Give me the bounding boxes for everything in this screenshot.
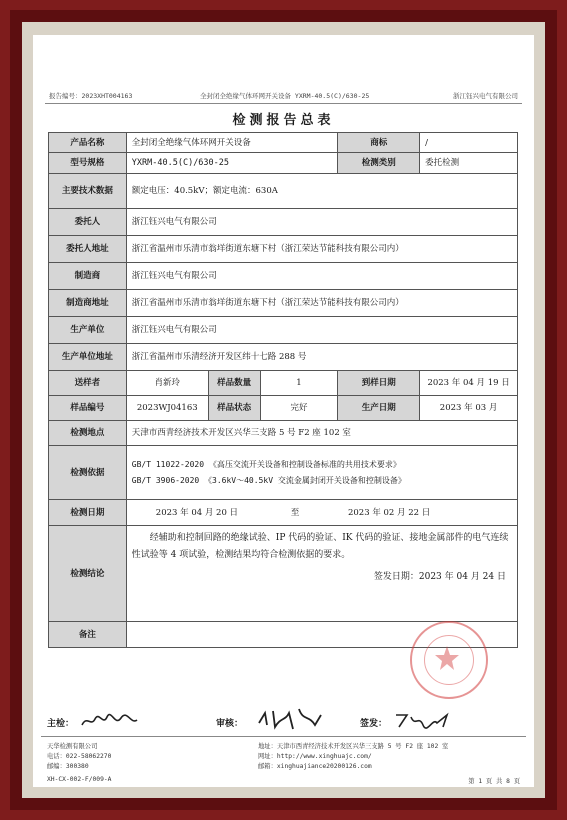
footer-form-number: XH-CX-002-F/009-A (47, 776, 112, 783)
table-row (49, 263, 518, 290)
cell-label: 检测日期 (49, 500, 127, 526)
test-location: 天津市西青经济技术开发区兴华三支路 5 号 F2 座 102 室 (126, 421, 517, 446)
date-to-word: 至 (290, 507, 300, 518)
cell-label: 商标 (338, 133, 420, 153)
cell-label: 检测结论 (49, 526, 127, 622)
sample-quantity: 1 (260, 371, 338, 396)
cell-label: 制造商地址 (49, 290, 127, 317)
footer-postcode: 邮编：300380 (47, 763, 89, 770)
cell-label: 检测类别 (338, 153, 420, 174)
header-product: 全封闭全绝缘气体环网开关设备 YXRM-40.5(C)/630-25 (200, 92, 370, 100)
cell-label: 备注 (49, 622, 127, 648)
report-number: 报告编号：2023XHT004163 (49, 92, 133, 100)
cell-label: 制造商 (49, 263, 127, 290)
table-row (49, 526, 518, 622)
test-type: 委托检测 (420, 153, 518, 174)
table-row (49, 153, 518, 174)
cell-label: 样品状态 (208, 396, 260, 421)
manufacturer: 浙江钰兴电气有限公司 (126, 263, 517, 290)
model: YXRM-40.5(C)/630-25 (126, 153, 338, 174)
cell-label: 检测依据 (49, 446, 127, 500)
product-name: 全封闭全绝缘气体环网开关设备 (126, 133, 338, 153)
producer: 浙江钰兴电气有限公司 (126, 317, 517, 344)
summary-table (48, 132, 518, 648)
table-row (49, 421, 518, 446)
table-row (49, 317, 518, 344)
table-row (49, 344, 518, 371)
issue-date: 签发日期：2023 年 04 月 24 日 (373, 572, 506, 582)
header-company: 浙江钰兴电气有限公司 (453, 92, 518, 100)
date-to: 2023 年 02 月 22 日 (347, 507, 431, 518)
footer-page-number: 第 1 页 共 8 页 (468, 778, 520, 785)
trademark: / (420, 133, 518, 153)
cell-label: 生产日期 (338, 396, 420, 421)
cell-label: 产品名称 (49, 133, 127, 153)
producer-address: 浙江省温州市乐清经济开发区纬十七路 288 号 (126, 344, 517, 371)
sample-number: 2023WJ04163 (126, 396, 208, 421)
inspector-signature (79, 711, 141, 731)
cell-label: 委托人 (49, 209, 127, 236)
table-row (49, 446, 518, 500)
issuer-label: 签发： (360, 719, 388, 729)
test-conclusion (126, 526, 517, 622)
arrival-date: 2023 年 04 月 19 日 (420, 371, 518, 396)
cell-label: 生产单位 (49, 317, 127, 344)
sample-state: 完好 (260, 396, 338, 421)
footer-email: 邮箱：xinghuajiance20200126.com (258, 763, 372, 770)
table-row (49, 371, 518, 396)
official-seal (410, 621, 488, 699)
reviewer-label: 审核： (216, 719, 244, 729)
footer-tel: 电话：022-58062270 (47, 753, 112, 760)
page-title: 检测报告总表 (232, 113, 335, 128)
basis-line: GB/T 11022-2020 《高压交流开关设备和控制设备标准的共用技术要求》 (131, 459, 401, 469)
cell-label: 到样日期 (338, 371, 420, 396)
manufacturer-address: 浙江省温州市乐清市翁垟街道东塘下村（浙江荣达节能科技有限公司内） (126, 290, 517, 317)
footer-rule (41, 736, 526, 737)
table-row (49, 133, 518, 153)
inspector-label: 主检： (47, 719, 75, 729)
cell-label: 委托人地址 (49, 236, 127, 263)
tech-data: 额定电压：40.5kV；额定电流：630A (126, 174, 517, 209)
footer-address: 地址：天津市西青经济技术开发区兴华三支路 5 号 F2 座 102 室 (258, 743, 449, 750)
conclusion-text: 经辅助和控制回路的绝缘试验、IP 代码的验证、IK 代码的验证、接地金属部件的电气连续性试验等 4 项试验，检测结果均符合检测依据的要求。 (131, 533, 509, 560)
cell-label: 样品编号 (49, 396, 127, 421)
table-row (49, 236, 518, 263)
cell-label: 检测地点 (49, 421, 127, 446)
production-date: 2023 年 03 月 (420, 396, 518, 421)
test-dates (126, 500, 517, 526)
date-from: 2023 年 04 月 20 日 (155, 507, 239, 518)
seal-star-icon (410, 621, 484, 695)
header-rule (45, 103, 522, 104)
table-row (49, 290, 518, 317)
table-row (49, 500, 518, 526)
basis-line: GB/T 3906-2020 《3.6kV～40.5kV 交流金属封闭开关设备和控制设备》 (131, 475, 406, 485)
sender: 肖新玲 (126, 371, 208, 396)
client-address: 浙江省温州市乐清市翁垟街道东塘下村（浙江荣达节能科技有限公司内） (126, 236, 517, 263)
test-basis (126, 446, 517, 500)
client: 浙江钰兴电气有限公司 (126, 209, 517, 236)
table-row (49, 396, 518, 421)
cell-label: 型号规格 (49, 153, 127, 174)
cell-label: 送样者 (49, 371, 127, 396)
report-page (33, 35, 534, 787)
table-row (49, 174, 518, 209)
issuer-signature (393, 709, 453, 731)
cell-label: 样品数量 (208, 371, 260, 396)
footer-lab: 天华检测有限公司 (47, 743, 98, 750)
reviewer-signature (255, 703, 325, 733)
cell-label: 主要技术数据 (49, 174, 127, 209)
cell-label: 生产单位地址 (49, 344, 127, 371)
table-row (49, 209, 518, 236)
footer-website: 网址：http://www.xinghuajc.com/ (258, 753, 372, 760)
